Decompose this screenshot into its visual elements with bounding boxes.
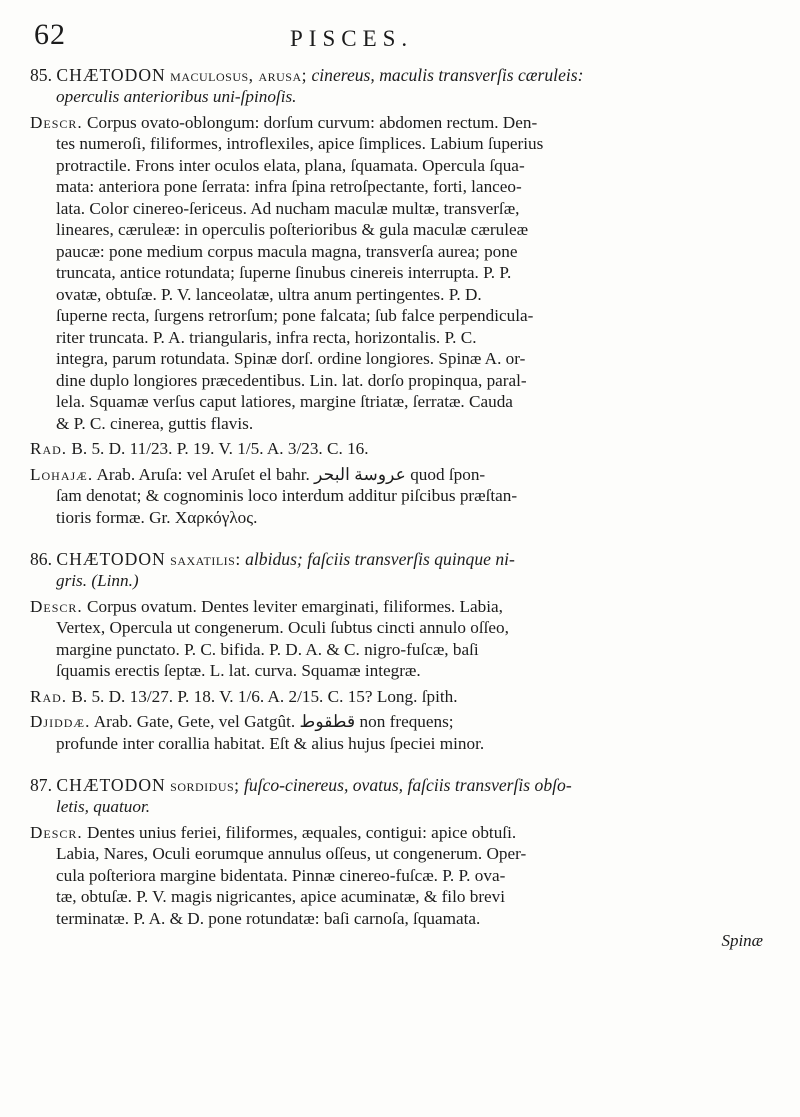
diagnosis-continued: gris. (Linn.) bbox=[56, 571, 139, 590]
entry-number: 86. bbox=[30, 549, 52, 569]
description-line: & P. C. cinerea, guttis flavis. bbox=[56, 413, 254, 433]
rad-label: Rad. bbox=[30, 439, 68, 458]
fin-ray-formula bbox=[30, 438, 775, 460]
description-line: lata. Color cinereo-ſericeus. Ad nucham maculæ multæ, transverſæ, bbox=[56, 198, 520, 218]
catchword: Spinæ bbox=[721, 931, 763, 950]
description-line: Corpus ovato-oblongum: dorſum curvum: abdomen rectum. Den- bbox=[87, 112, 538, 132]
rad-values: B. 5. D. 13/27. P. 18. V. 1/6. A. 2/15. C. 15? Long. ſpith. bbox=[71, 686, 458, 706]
description-line: ſquamis erectis ſeptæ. L. lat. curva. Squamæ integræ. bbox=[56, 661, 421, 680]
species-name: sordidus; bbox=[170, 775, 240, 795]
description-line: Corpus ovatum. Dentes leviter emarginati, filiformes. Labia, bbox=[87, 596, 503, 616]
species-entry-86 bbox=[30, 548, 775, 754]
vernacular-line: profunde inter corallia habitat. Eſt & alius hujus ſpeciei minor. bbox=[56, 733, 485, 753]
description-line: truncata, antice rotundata; ſuperne ſinubus cinereis interrupta. P. P. bbox=[56, 263, 512, 282]
entry-number: 85. bbox=[30, 65, 52, 85]
rad-label: Rad. bbox=[30, 686, 68, 706]
vernacular-line: Arab. Aruſa: vel Aruſet el bahr. عروسة البحر quod ſpon- bbox=[96, 464, 486, 484]
vernacular-line: Arab. Gate, Gete, vel Gatgût. قطقوط non frequens; bbox=[93, 712, 454, 731]
running-head bbox=[30, 18, 775, 58]
vernacular-line: ſam denotat; & cognominis loco interdum additur piſcibus præſtan- bbox=[56, 486, 518, 505]
diagnosis-continued: operculis anterioribus uni-ſpinoſis. bbox=[56, 87, 297, 106]
vernacular-label: Lohajæ. bbox=[30, 464, 94, 484]
description-label: Descr. bbox=[30, 112, 83, 132]
description-section bbox=[30, 596, 775, 682]
entry-heading bbox=[30, 774, 775, 796]
species-entry-85 bbox=[30, 64, 775, 528]
description-line: integra, parum rotundata. Spinæ dorſ. ordine longiores. Spinæ A. or- bbox=[56, 349, 526, 368]
description-line: Dentes unius feriei, filiformes, æquales, contigui: apice obtuſi. bbox=[87, 822, 517, 842]
vernacular-label: Djiddæ. bbox=[30, 712, 91, 731]
description-line: cula poſteriora margine bidentata. Pinnæ cinereo-fuſcæ. P. P. ova- bbox=[56, 865, 506, 885]
diagnosis-continued: letis, quatuor. bbox=[56, 797, 151, 816]
running-title: PISCES. bbox=[290, 26, 414, 51]
description-label: Descr. bbox=[30, 596, 83, 616]
description-line: tæ, obtuſæ. P. V. magis nigricantes, apice acuminatæ, & filo brevi bbox=[56, 887, 506, 906]
genus-name: CHÆTODON bbox=[56, 775, 166, 795]
entry-number: 87. bbox=[30, 775, 52, 795]
diagnosis: cinereus, maculis transverſis cæruleis: bbox=[311, 65, 584, 85]
vernacular-section bbox=[30, 464, 775, 529]
vernacular-line: tioris formæ. Gr. Χαρκόγλος. bbox=[56, 507, 258, 527]
entry-heading bbox=[30, 548, 775, 570]
description-line: lineares, cæruleæ: in operculis poſterioribus & gula maculæ cæruleæ bbox=[56, 220, 529, 239]
diagnosis: fuſco-cinereus, ovatus, faſciis transverſis obſo- bbox=[243, 775, 572, 795]
genus-name: CHÆTODON bbox=[56, 65, 166, 85]
description-line: lela. Squamæ verſus caput latiores, margine ſtriatæ, ſerratæ. Cauda bbox=[56, 392, 513, 411]
description-line: tes numeroſi, filiformes, introflexiles, apice ſimplices. Labium ſuperius bbox=[56, 134, 544, 153]
description-line: terminatæ. P. A. & D. pone rotundatæ: baſi carnoſa, ſquamata. bbox=[56, 908, 481, 928]
page-number: 62 bbox=[34, 18, 66, 51]
book-page bbox=[30, 18, 775, 951]
species-entry-87 bbox=[30, 774, 775, 951]
description-line: protractile. Frons inter oculos elata, plana, ſquamata. Opercula ſqua- bbox=[56, 155, 525, 175]
rad-values: B. 5. D. 11/23. P. 19. V. 1/5. A. 3/23. C. 16. bbox=[71, 439, 369, 458]
description-line: paucæ: pone medium corpus macula magna, transverſa aurea; pone bbox=[56, 241, 518, 261]
description-line: ſuperne recta, ſurgens retrorſum; pone falcata; ſub falce perpendicula- bbox=[56, 306, 534, 325]
entry-heading bbox=[30, 64, 775, 86]
fin-ray-formula bbox=[30, 686, 775, 708]
description-line: ovatæ, obtuſæ. P. V. lanceolatæ, ultra anum pertingentes. P. D. bbox=[56, 284, 482, 304]
description-line: mata: anteriora pone ſerrata: infra ſpina retroſpectante, forti, lanceo- bbox=[56, 177, 522, 196]
description-section bbox=[30, 822, 775, 930]
description-line: Labia, Nares, Oculi eorumque annulus oſſeus, ut congenerum. Oper- bbox=[56, 844, 527, 863]
description-line: Vertex, Opercula ut congenerum. Oculi ſubtus cincti annulo oſſeo, bbox=[56, 618, 509, 637]
description-line: riter truncata. P. A. triangularis, infra recta, horizontalis. P. C. bbox=[56, 327, 477, 347]
description-label: Descr. bbox=[30, 822, 83, 842]
description-line: dine duplo longiores præcedentibus. Lin. lat. dorſo propinqua, paral- bbox=[56, 370, 527, 390]
vernacular-section bbox=[30, 711, 775, 754]
description-line: margine punctato. P. C. bifida. P. D. A. & C. nigro-fuſcæ, baſi bbox=[56, 639, 479, 659]
species-name: saxatilis: bbox=[170, 549, 241, 569]
description-section bbox=[30, 112, 775, 435]
genus-name: CHÆTODON bbox=[56, 549, 166, 569]
species-name: maculosus, arusa; bbox=[170, 65, 308, 85]
diagnosis: albidus; faſciis transverſis quinque ni- bbox=[245, 549, 515, 569]
